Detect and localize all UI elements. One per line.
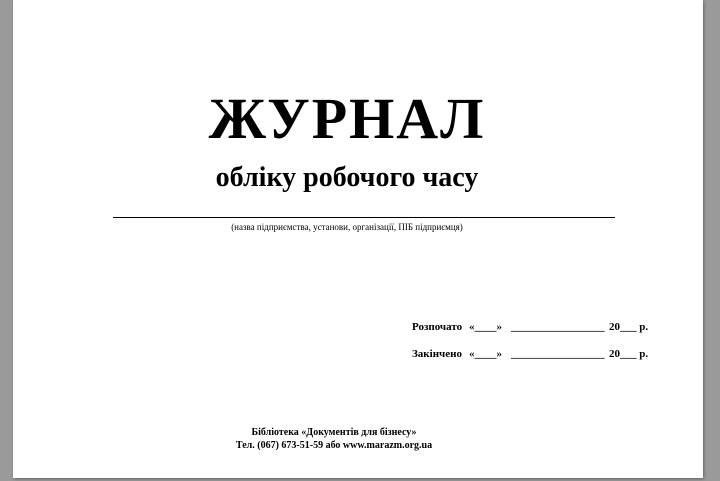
- finished-year: 20___ р.: [609, 348, 649, 360]
- finished-day-blank: «____»: [469, 348, 502, 360]
- publisher-name: Бібліотека «Документів для бізнесу»: [251, 427, 417, 438]
- organization-name-caption: (назва підприємства, установи, організації, ПІБ підприємця): [231, 222, 463, 232]
- publisher-footer: [0, 426, 694, 452]
- document-page: [13, 0, 703, 478]
- started-month-blank: _________________: [511, 321, 605, 333]
- started-year: 20___ р.: [609, 321, 649, 333]
- started-label: Розпочато: [412, 321, 463, 333]
- journal-subtitle: обліку робочого часу: [215, 162, 479, 193]
- publisher-contact: Тел. (067) 673-51-59 або www.marazm.org.ua: [235, 440, 433, 451]
- organization-name-line: [113, 217, 615, 218]
- finished-label: Закінчено: [412, 348, 462, 360]
- finished-month-blank: _________________: [511, 348, 605, 360]
- journal-title: ЖУРНАЛ: [208, 86, 486, 151]
- started-day-blank: «____»: [469, 321, 502, 333]
